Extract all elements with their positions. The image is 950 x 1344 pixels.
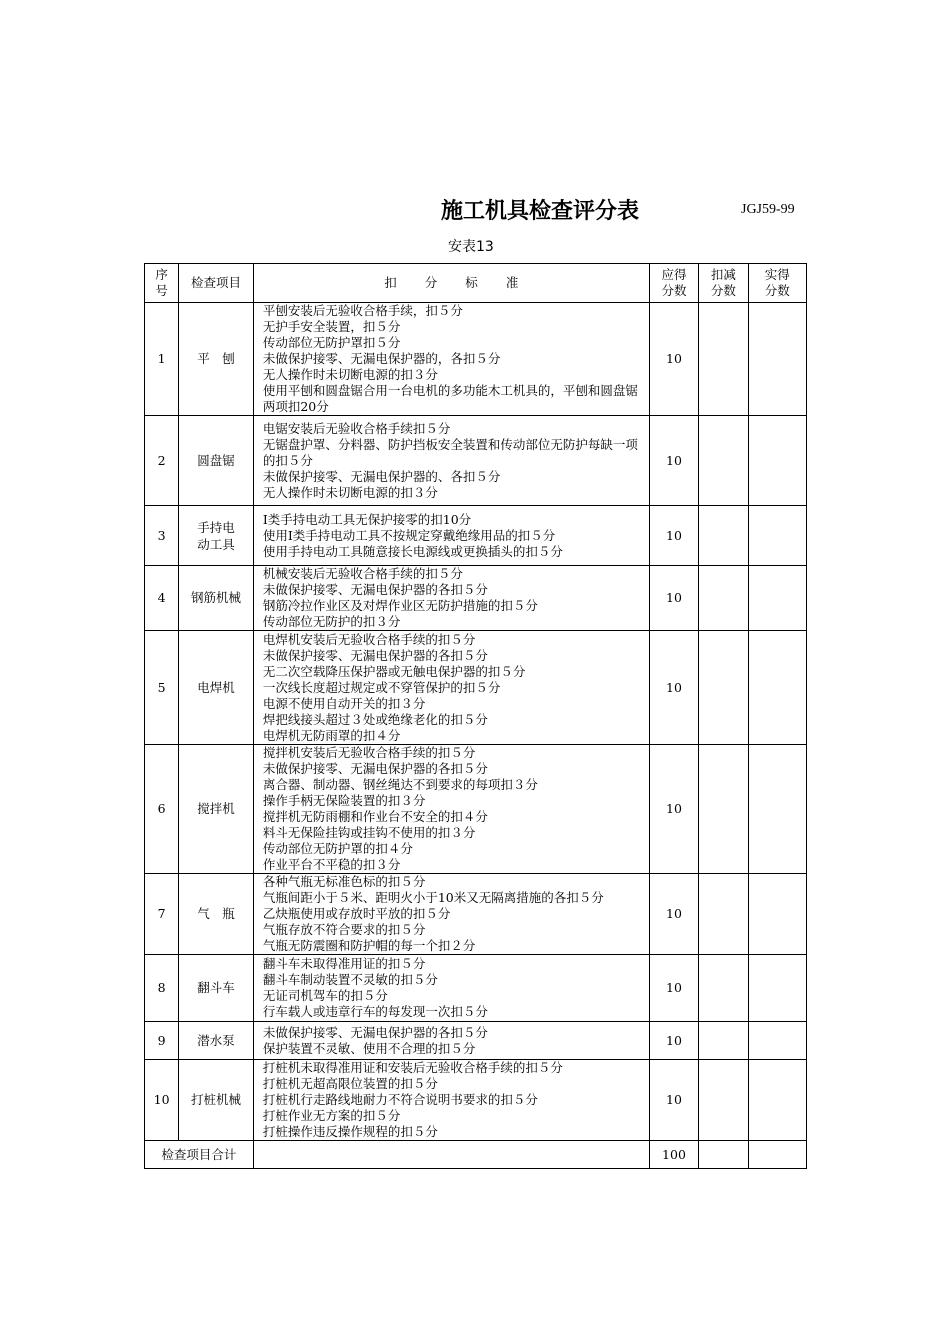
standard-line: 机械安装后无验收合格手续的扣５分	[262, 566, 463, 581]
total-actual-cell	[748, 1141, 806, 1169]
row-standards	[253, 1022, 649, 1060]
row-number: 3	[145, 506, 179, 566]
standard-line: 无二次空载降压保护器或无触电保护器的扣５分	[262, 663, 526, 679]
standard-line: 未做保护接零、无漏电保护器的各扣５分	[262, 1024, 488, 1040]
row-actual-score[interactable]	[748, 955, 806, 1022]
standard-line: 电锯安装后无验收合格手续扣５分	[262, 420, 451, 436]
standard-line: 传动部位无防护罩的扣４分	[262, 841, 413, 856]
standard-line: 打桩作业无方案的扣５分	[262, 1108, 401, 1123]
row-item: 平 刨	[179, 303, 254, 416]
standard-line: 气瓶间距小于５米、距明火小于10米又无隔离措施的各扣５分	[262, 890, 604, 905]
standard-line: 传动部位无防护罩扣５分	[262, 335, 401, 350]
row-actual-score[interactable]	[748, 566, 806, 631]
standard-line: 搅拌机无防雨棚和作业台不安全的扣４分	[262, 809, 488, 824]
standard-line: 无人操作时未切断电源的扣３分	[262, 367, 438, 382]
standard-line: 电源不使用自动开关的扣３分	[262, 695, 426, 711]
row-standards	[253, 631, 649, 745]
standard-line: 未做保护接零、无漏电保护器的各扣５分	[262, 582, 488, 597]
row-standards	[253, 955, 649, 1022]
standard-line: 使用平刨和圆盘锯合用一台电机的多功能木工机具的，平刨和圆盘锯两项扣20分	[262, 383, 638, 414]
row-number: 10	[145, 1060, 179, 1141]
total-row	[145, 1141, 807, 1169]
standard-line: 电焊机安装后无验收合格手续的扣５分	[262, 631, 476, 647]
row-full-score: 10	[649, 1060, 698, 1141]
row-standards	[253, 566, 649, 631]
header-actual-score: 实得 分数	[748, 264, 806, 303]
standard-line: 使用手持电动工具随意接长电源线或更换插头的扣５分	[262, 543, 563, 559]
header-deducted-score: 扣减 分数	[699, 264, 748, 303]
row-full-score: 10	[649, 631, 698, 745]
header-no: 序 号	[145, 264, 179, 303]
standard-line: 气瓶无防震圈和防护帽的每一个扣２分	[262, 938, 476, 953]
row-standards	[253, 416, 649, 506]
standard-line: 未做保护接零、无漏电保护器的各扣５分	[262, 761, 488, 776]
total-deducted-cell	[699, 1141, 748, 1169]
row-standards	[253, 1060, 649, 1141]
row-number: 7	[145, 874, 179, 955]
standard-line: 保护装置不灵敏、使用不合理的扣５分	[262, 1040, 476, 1056]
table-row	[145, 566, 807, 631]
row-deducted-score[interactable]	[699, 745, 748, 874]
row-number: 2	[145, 416, 179, 506]
standard-line: 打桩机未取得准用证和安装后无验收合格手续的扣５分	[262, 1060, 563, 1075]
header-standard: 扣 分 标 准	[253, 264, 649, 303]
standard-line: 无证司机驾车的扣５分	[262, 988, 388, 1003]
row-actual-score[interactable]	[748, 416, 806, 506]
standard-line: 平刨安装后无验收合格手续，扣５分	[262, 303, 463, 318]
row-number: 5	[145, 631, 179, 745]
table-row	[145, 416, 807, 506]
table-header-row	[145, 264, 807, 303]
header-full-score: 应得 分数	[649, 264, 698, 303]
standard-line: 各种气瓶无标准色标的扣５分	[262, 874, 426, 889]
row-deducted-score[interactable]	[699, 955, 748, 1022]
standard-line: 料斗无保险挂钩或挂钩不使用的扣３分	[262, 825, 476, 840]
row-item: 圆盘锯	[179, 416, 254, 506]
row-deducted-score[interactable]	[699, 566, 748, 631]
row-actual-score[interactable]	[748, 631, 806, 745]
row-full-score: 10	[649, 1022, 698, 1060]
row-actual-score[interactable]	[748, 506, 806, 566]
standard-line: 使用Ⅰ类手持电动工具不按规定穿戴绝缘用品的扣５分	[262, 527, 556, 543]
row-number: 9	[145, 1022, 179, 1060]
standard-line: 传动部位无防护的扣３分	[262, 614, 401, 629]
standard-line: 翻斗车未取得准用证的扣５分	[262, 956, 426, 971]
total-standard-cell	[253, 1141, 649, 1169]
standard-line: 作业平台不平稳的扣３分	[262, 857, 401, 872]
row-item: 电焊机	[179, 631, 254, 745]
row-actual-score[interactable]	[748, 874, 806, 955]
row-item: 打桩机械	[179, 1060, 254, 1141]
table-row	[145, 506, 807, 566]
row-standards	[253, 874, 649, 955]
row-deducted-score[interactable]	[699, 303, 748, 416]
table-number: 安表13	[448, 239, 494, 255]
row-item: 手持电动工具	[179, 506, 254, 566]
row-number: 8	[145, 955, 179, 1022]
score-table	[144, 263, 807, 1169]
standard-line: 一次线长度超过规定或不穿管保护的扣５分	[262, 679, 501, 695]
row-item: 钢筋机械	[179, 566, 254, 631]
row-deducted-score[interactable]	[699, 506, 748, 566]
row-full-score: 10	[649, 955, 698, 1022]
row-number: 6	[145, 745, 179, 874]
table-row	[145, 745, 807, 874]
standard-code: JGJ59-99	[741, 202, 795, 217]
standard-line: 电焊机无防雨罩的扣４分	[262, 727, 401, 743]
row-actual-score[interactable]	[748, 1060, 806, 1141]
standard-line: 打桩机无超高限位装置的扣５分	[262, 1076, 438, 1091]
standard-line: 气瓶存放不符合要求的扣５分	[262, 922, 426, 937]
standard-line: 无护手安全装置，扣５分	[262, 319, 401, 334]
row-full-score: 10	[649, 745, 698, 874]
table-row	[145, 1060, 807, 1141]
standard-line: 乙炔瓶使用或存放时平放的扣５分	[262, 906, 451, 921]
row-deducted-score[interactable]	[699, 1060, 748, 1141]
row-actual-score[interactable]	[748, 745, 806, 874]
row-full-score: 10	[649, 506, 698, 566]
total-full-score: 100	[649, 1141, 698, 1169]
row-actual-score[interactable]	[748, 303, 806, 416]
standard-line: 翻斗车制动装置不灵敏的扣５分	[262, 972, 438, 987]
row-standards	[253, 303, 649, 416]
standard-line: 无人操作时未切断电源的扣３分	[262, 484, 438, 500]
row-actual-score[interactable]	[748, 1022, 806, 1060]
standard-line: 搅拌机安装后无验收合格手续的扣５分	[262, 745, 476, 760]
row-item: 气 瓶	[179, 874, 254, 955]
standard-line: 钢筋冷拉作业区及对焊作业区无防护措施的扣５分	[262, 598, 538, 613]
standard-line: 未做保护接零、无漏电保护器的，各扣５分	[262, 351, 501, 366]
row-item: 翻斗车	[179, 955, 254, 1022]
table-row	[145, 874, 807, 955]
row-deducted-score[interactable]	[699, 874, 748, 955]
standard-line: 打桩操作违反操作规程的扣５分	[262, 1124, 438, 1139]
row-item: 潜水泵	[179, 1022, 254, 1060]
standard-line: 操作手柄无保险装置的扣３分	[262, 793, 426, 808]
row-full-score: 10	[649, 874, 698, 955]
table-row	[145, 631, 807, 745]
row-standards	[253, 745, 649, 874]
row-standards	[253, 506, 649, 566]
standard-line: Ⅰ类手持电动工具无保护接零的扣10分	[262, 511, 472, 527]
table-row	[145, 955, 807, 1022]
total-label: 检查项目合计	[145, 1141, 254, 1169]
table-row	[145, 1022, 807, 1060]
standard-line: 行车载人或违章行车的每发现一次扣５分	[262, 1004, 488, 1019]
row-deducted-score[interactable]	[699, 631, 748, 745]
standard-line: 离合器、制动器、钢丝绳达不到要求的每项扣３分	[262, 777, 538, 792]
row-number: 1	[145, 303, 179, 416]
row-item: 搅拌机	[179, 745, 254, 874]
header-item: 检查项目	[179, 264, 254, 303]
table-row	[145, 303, 807, 416]
page-title: 施工机具检查评分表	[441, 199, 640, 224]
row-full-score: 10	[649, 566, 698, 631]
row-number: 4	[145, 566, 179, 631]
row-deducted-score[interactable]	[699, 1022, 748, 1060]
row-full-score: 10	[649, 303, 698, 416]
standard-line: 未做保护接零、无漏电保护器的、各扣５分	[262, 468, 501, 484]
standard-line: 打桩机行走路线地耐力不符合说明书要求的扣５分	[262, 1092, 538, 1107]
standard-line: 未做保护接零、无漏电保护器的各扣５分	[262, 647, 488, 663]
row-deducted-score[interactable]	[699, 416, 748, 506]
standard-line: 无锯盘护罩、分料器、防护挡板安全装置和传动部位无防护每缺一项的扣５分	[262, 436, 638, 468]
row-full-score: 10	[649, 416, 698, 506]
standard-line: 焊把线接头超过３处或绝缘老化的扣５分	[262, 711, 488, 727]
